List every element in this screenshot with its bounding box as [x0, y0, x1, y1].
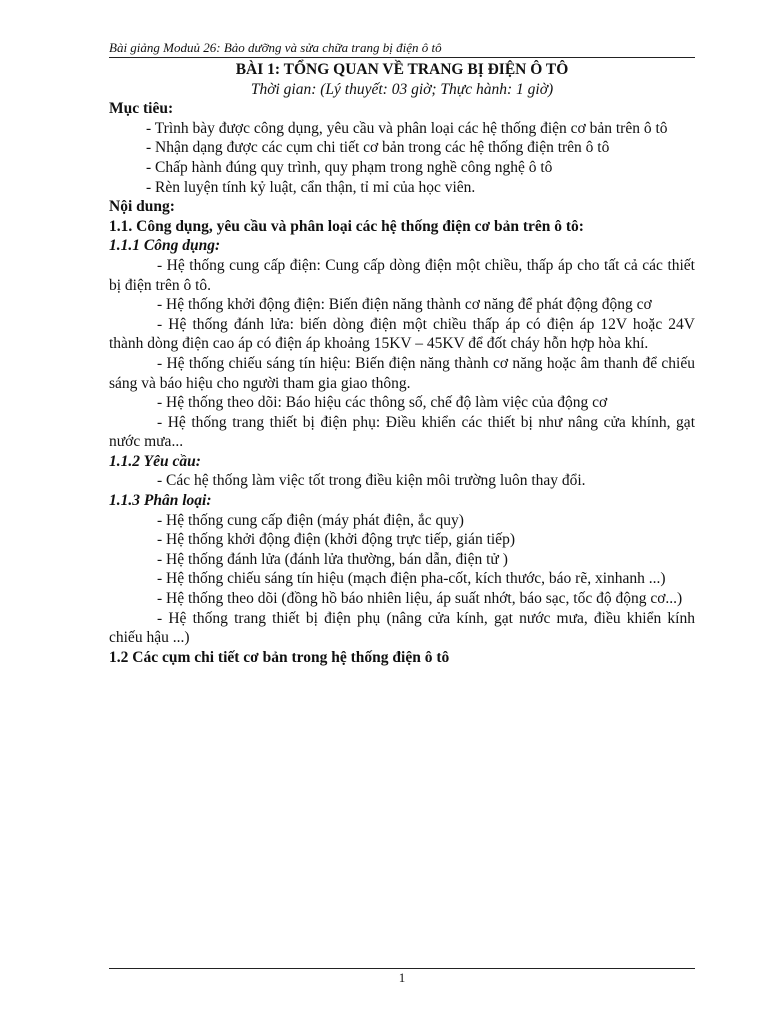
classification-item: - Hệ thống khởi động điện (khởi động trực tiếp, gián tiếp) [157, 531, 515, 549]
usage-item: - Hệ thống cung cấp điện: Cung cấp dòng điện một chiều, thấp áp cho tất cả các thiết bị điện trên ô tô. [109, 256, 695, 294]
content-heading: Nội dung: [109, 198, 175, 216]
lesson-duration: Thời gian: (Lý thuyết: 03 giờ; Thực hành: 1 giờ) [250, 80, 554, 98]
page-content [109, 60, 695, 667]
classification-item: - Hệ thống trang thiết bị điện phụ (nâng cửa kính, gạt nước mưa, điều khiển kính chiếu hậu ...) [109, 609, 695, 647]
requirements-item: - Các hệ thống làm việc tốt trong điều kiện môi trường luôn thay đổi. [157, 472, 586, 490]
classification-item: - Hệ thống cung cấp điện (máy phát điện, ắc quy) [157, 511, 464, 529]
classification-item: - Hệ thống đánh lửa (đánh lửa thường, bán dẫn, điện tử ) [157, 550, 508, 568]
objectives-heading: Mục tiêu: [109, 100, 174, 118]
page-number: 1 [398, 970, 406, 985]
classification-item: - Hệ thống chiếu sáng tín hiệu (mạch điện pha-cốt, kích thước, báo rẽ, xinhanh ...) [157, 570, 666, 588]
running-header: Bài giảng Moduủ 26: Bảo dưỡng và sửa chữa trang bị điện ô tô [109, 40, 442, 55]
objective-item: - Trình bày được công dụng, yêu cầu và phân loại các hệ thống điện cơ bản trên ô tô [146, 119, 668, 137]
subsection-heading-requirements: 1.1.2 Yêu cầu: [109, 452, 201, 470]
objective-item: - Nhận dạng được các cụm chi tiết cơ bản trong các hệ thống điện trên ô tô [146, 139, 610, 157]
section-heading-1-1: 1.1. Công dụng, yêu cầu và phân loại các hệ thống điện cơ bản trên ô tô: [109, 217, 584, 235]
usage-item: - Hệ thống đánh lửa: biến dòng điện một chiều thấp áp có điện áp 12V hoặc 24V thành dòng điện cao áp có điện áp khoảng 15KV – 45KV để đốt cháy hỗn hợp hòa khí. [109, 315, 695, 353]
section-heading-1-2: 1.2 Các cụm chi tiết cơ bản trong hệ thống điện ô tô [109, 648, 450, 666]
usage-item: - Hệ thống chiếu sáng tín hiệu: Biến điện năng thành cơ năng hoặc âm thanh để chiếu sáng và báo hiệu cho người tham gia giao thông. [109, 354, 695, 392]
usage-item: - Hệ thống khởi động điện: Biến điện năng thành cơ năng để phát động động cơ [157, 296, 652, 314]
subsection-heading-classification: 1.1.3 Phân loại: [109, 492, 212, 510]
objective-item: - Rèn luyện tính kỷ luật, cẩn thận, tỉ mỉ của học viên. [146, 178, 476, 196]
usage-item: - Hệ thống theo dõi: Báo hiệu các thông số, chế độ làm việc của động cơ [157, 394, 608, 412]
classification-item: - Hệ thống theo dõi (đồng hồ báo nhiên liệu, áp suất nhớt, báo sạc, tốc độ động cơ...) [157, 590, 683, 608]
header-rule [109, 57, 695, 58]
footer-rule [109, 968, 695, 969]
objective-item: - Chấp hành đúng quy trình, quy phạm trong nghề công nghệ ô tô [146, 158, 553, 176]
usage-item: - Hệ thống trang thiết bị điện phụ: Điều khiển các thiết bị như nâng cửa khính, gạt nước mưa... [109, 413, 695, 451]
subsection-heading-usage: 1.1.1 Công dụng: [109, 237, 221, 255]
lesson-title: BÀI 1: TỔNG QUAN VỀ TRANG BỊ ĐIỆN Ô TÔ [235, 61, 569, 78]
